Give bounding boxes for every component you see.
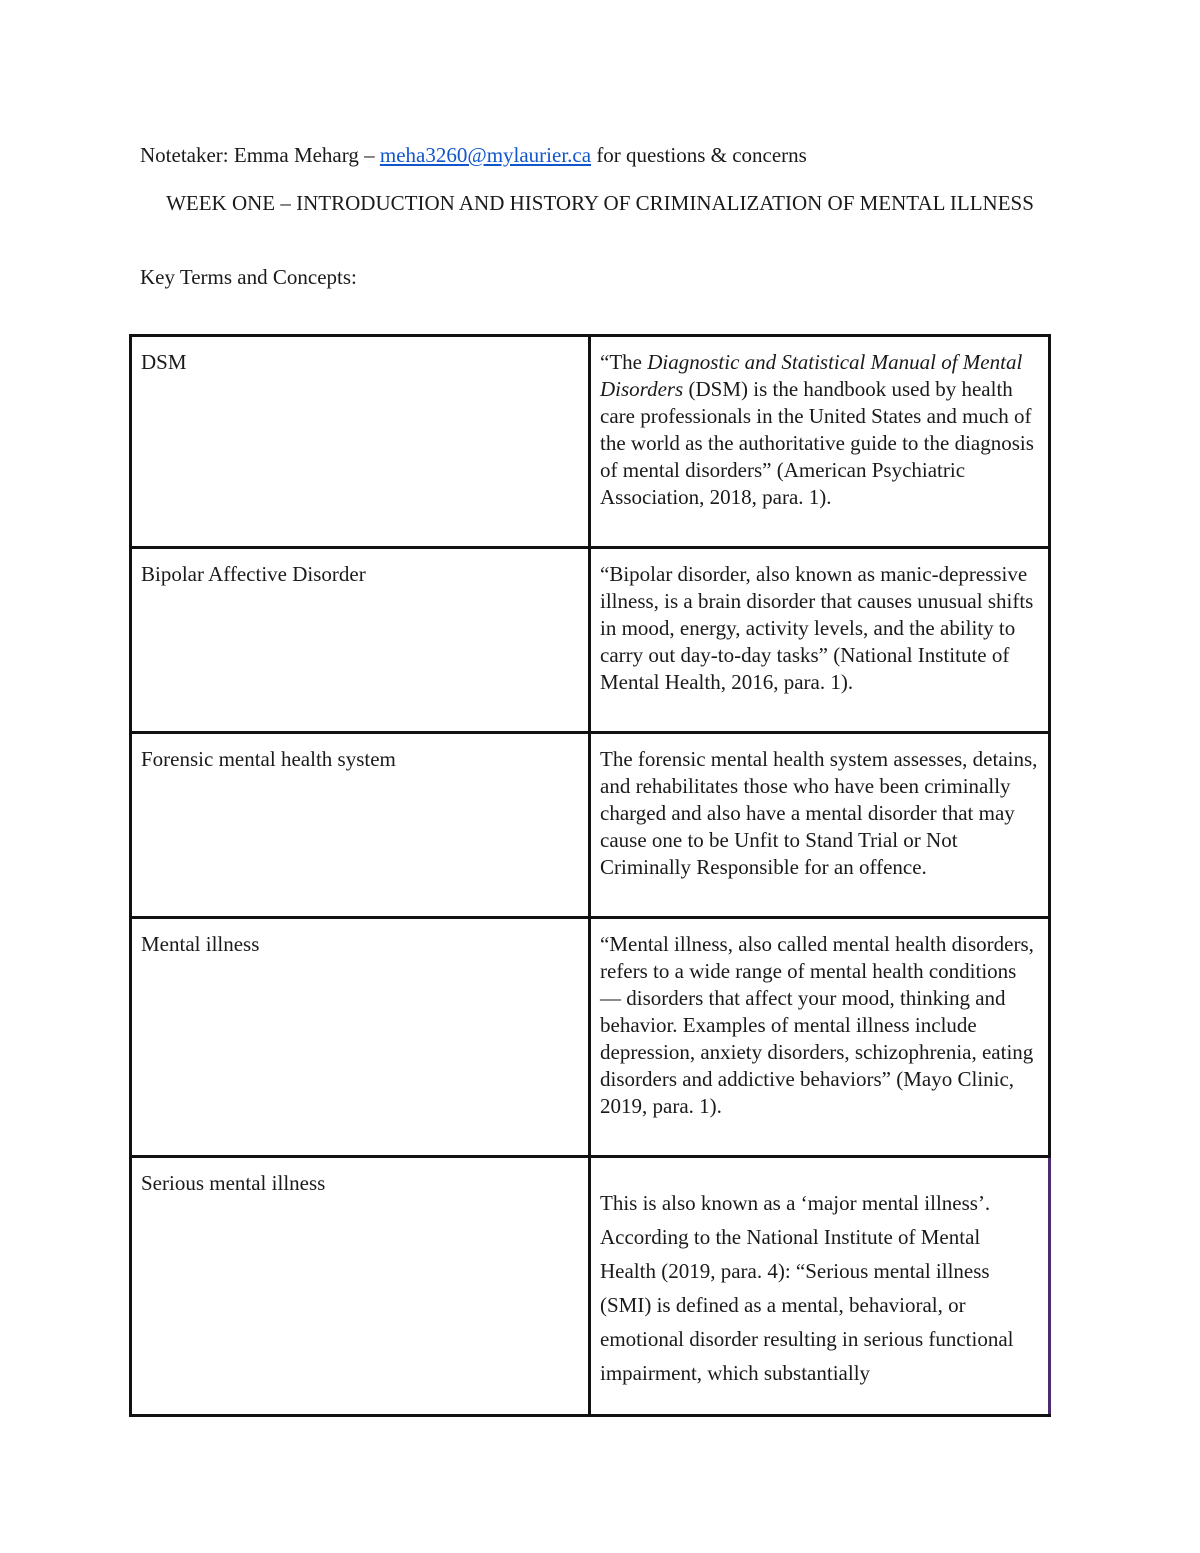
notetaker-suffix: for questions & concerns — [591, 143, 807, 167]
key-terms-heading: Key Terms and Concepts: — [140, 265, 357, 289]
definition-open: “The — [600, 350, 648, 374]
term-cell: Mental illness — [131, 918, 590, 1157]
definition-cell: “Mental illness, also called mental health disorders, refers to a wide range of mental health conditions — disorders that affect your mood, thinking and behavior. Examples of mental illness include depression, anxiety disorders, schizophrenia, eating disorders and addictive behaviors” (Mayo Clinic, 2019, para. 1). — [590, 918, 1050, 1157]
page-title: WEEK ONE – INTRODUCTION AND HISTORY OF CRIMINALIZATION OF MENTAL ILLNESS — [166, 191, 1034, 215]
notetaker-line — [140, 143, 807, 168]
table-row — [131, 733, 1050, 918]
definition-cell — [590, 336, 1050, 548]
definition-cell: “Bipolar disorder, also known as manic-depressive illness, is a brain disorder that causes unusual shifts in mood, energy, activity levels, and the ability to carry out day-to-day tasks” (National Institute of Mental Health, 2016, para. 1). — [590, 548, 1050, 733]
definition-cell — [590, 1157, 1050, 1416]
definition-italic-title: Diagnostic and Statistical Manual of Mental Disorders — [600, 350, 1023, 401]
notetaker-prefix: Notetaker: Emma Meharg – — [140, 143, 380, 167]
notetaker-email-link[interactable]: meha3260@mylaurier.ca — [379, 143, 592, 167]
table-row — [131, 336, 1050, 548]
term-cell: DSM — [131, 336, 590, 548]
definition-cell: The forensic mental health system assesses, detains, and rehabilitates those who have been criminally charged and also have a mental disorder that may cause one to be Unfit to Stand Trial or Not Criminally Responsible for an offence. — [590, 733, 1050, 918]
term-cell: Serious mental illness — [131, 1157, 590, 1416]
table-row — [131, 548, 1050, 733]
table-row — [131, 918, 1050, 1157]
definition-rest: (DSM) is the handbook used by health care professionals in the United States and much of the world as the authoritative guide to the diagnosis of mental disorders” (American Psychiatric Association, 2018, para. 1). — [600, 377, 1034, 509]
key-terms-table — [129, 334, 1051, 1417]
term-cell: Bipolar Affective Disorder — [131, 548, 590, 733]
table-row — [131, 1157, 1050, 1416]
term-cell: Forensic mental health system — [131, 733, 590, 918]
definition-text: This is also known as a ‘major mental illness’. According to the National Institute of Mental Health (2019, para. 4): “Serious mental illness (SMI) is defined as a mental, behavioral, or emotional disorder resulting in serious functional impairment, which substantially — [600, 1191, 1014, 1385]
